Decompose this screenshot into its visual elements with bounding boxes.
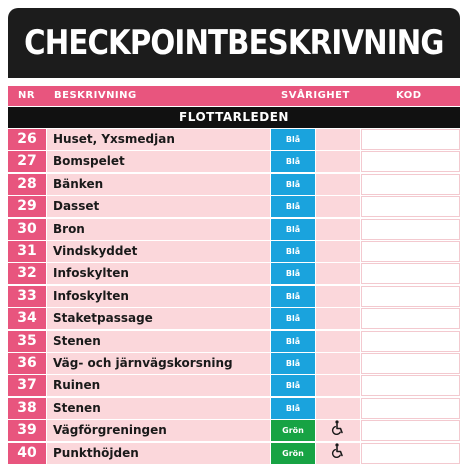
- accessibility-cell: [316, 219, 360, 240]
- checkpoint-row: [8, 331, 460, 352]
- checkpoint-description: Vägförgreningen: [47, 420, 270, 441]
- accessibility-cell: [316, 151, 360, 172]
- difficulty-badge: Blå: [271, 151, 315, 172]
- checkpoint-description: Bomspelet: [47, 151, 270, 172]
- checkpoint-description: Vindskyddet: [47, 241, 270, 262]
- difficulty-badge: Blå: [271, 219, 315, 240]
- column-header-nr: NR: [18, 90, 36, 101]
- accessibility-cell: [316, 241, 360, 262]
- checkpoint-number: 37: [8, 375, 46, 396]
- code-field[interactable]: [361, 353, 460, 374]
- accessibility-cell: [316, 398, 360, 419]
- column-header-row: [8, 86, 460, 106]
- checkpoint-row: [8, 196, 460, 217]
- difficulty-badge: Blå: [271, 263, 315, 284]
- difficulty-badge: Grön: [271, 420, 315, 441]
- code-field[interactable]: [361, 375, 460, 396]
- checkpoint-row: [8, 286, 460, 307]
- checkpoint-row: [8, 420, 460, 441]
- accessibility-cell: [316, 420, 360, 441]
- checkpoint-description: Punkthöjden: [47, 443, 270, 464]
- code-field[interactable]: [361, 263, 460, 284]
- difficulty-badge: Blå: [271, 331, 315, 352]
- checkpoint-row: [8, 308, 460, 329]
- code-field[interactable]: [361, 219, 460, 240]
- checkpoint-number: 31: [8, 241, 46, 262]
- checkpoint-number: 36: [8, 353, 46, 374]
- checkpoint-description: Infoskylten: [47, 263, 270, 284]
- difficulty-badge: Blå: [271, 353, 315, 374]
- accessibility-cell: [316, 174, 360, 195]
- checkpoint-row: [8, 174, 460, 195]
- accessibility-cell: [316, 308, 360, 329]
- checkpoint-row: [8, 375, 460, 396]
- accessibility-cell: [316, 196, 360, 217]
- accessibility-cell: [316, 353, 360, 374]
- checkpoint-number: 40: [8, 443, 46, 464]
- difficulty-badge: Blå: [271, 241, 315, 262]
- accessibility-cell: [316, 443, 360, 464]
- checkpoint-row: [8, 443, 460, 464]
- difficulty-badge: Blå: [271, 286, 315, 307]
- code-field[interactable]: [361, 196, 460, 217]
- difficulty-badge: Blå: [271, 174, 315, 195]
- column-header-svarighet: SVÅRIGHET: [281, 90, 350, 101]
- checkpoint-row: [8, 353, 460, 374]
- checkpoint-number: 28: [8, 174, 46, 195]
- checkpoint-card: [8, 8, 460, 462]
- accessibility-cell: [316, 129, 360, 150]
- accessibility-cell: [316, 263, 360, 284]
- checkpoint-row: [8, 263, 460, 284]
- code-field[interactable]: [361, 286, 460, 307]
- checkpoint-number: 38: [8, 398, 46, 419]
- checkpoint-number: 30: [8, 219, 46, 240]
- wheelchair-icon: [331, 443, 345, 465]
- code-field[interactable]: [361, 129, 460, 150]
- column-header-kod: KOD: [396, 90, 422, 101]
- checkpoint-row: [8, 219, 460, 240]
- checkpoint-description: Bänken: [47, 174, 270, 195]
- code-field[interactable]: [361, 308, 460, 329]
- checkpoint-row: [8, 241, 460, 262]
- difficulty-badge: Grön: [271, 443, 315, 464]
- difficulty-badge: Blå: [271, 375, 315, 396]
- wheelchair-icon: [331, 420, 345, 442]
- code-field[interactable]: [361, 331, 460, 352]
- checkpoint-description: Dasset: [47, 196, 270, 217]
- checkpoint-number: 34: [8, 308, 46, 329]
- checkpoint-description: Bron: [47, 219, 270, 240]
- column-header-beskrivning: BESKRIVNING: [54, 90, 137, 101]
- checkpoint-number: 27: [8, 151, 46, 172]
- checkpoint-description: Stenen: [47, 331, 270, 352]
- accessibility-cell: [316, 286, 360, 307]
- accessibility-cell: [316, 331, 360, 352]
- checkpoint-description: Väg- och järnvägskorsning: [47, 353, 270, 374]
- difficulty-badge: Blå: [271, 308, 315, 329]
- section-header: FLOTTARLEDEN: [8, 107, 460, 128]
- checkpoint-number: 35: [8, 331, 46, 352]
- checkpoint-number: 29: [8, 196, 46, 217]
- checkpoint-row: [8, 151, 460, 172]
- accessibility-cell: [316, 375, 360, 396]
- checkpoint-number: 32: [8, 263, 46, 284]
- code-field[interactable]: [361, 443, 460, 464]
- checkpoint-description: Ruinen: [47, 375, 270, 396]
- checkpoint-row: [8, 129, 460, 150]
- checkpoint-description: Huset, Yxsmedjan: [47, 129, 270, 150]
- page-title: [8, 8, 460, 78]
- code-field[interactable]: [361, 241, 460, 262]
- checkpoint-description: Stenen: [47, 398, 270, 419]
- checkpoint-description: Staketpassage: [47, 308, 270, 329]
- difficulty-badge: Blå: [271, 196, 315, 217]
- checkpoint-number: 39: [8, 420, 46, 441]
- difficulty-badge: Blå: [271, 398, 315, 419]
- checkpoint-number: 33: [8, 286, 46, 307]
- difficulty-badge: Blå: [271, 129, 315, 150]
- page-title-text: CHECKPOINTBESKRIVNING: [24, 23, 444, 63]
- code-field[interactable]: [361, 174, 460, 195]
- code-field[interactable]: [361, 420, 460, 441]
- checkpoint-description: Infoskylten: [47, 286, 270, 307]
- code-field[interactable]: [361, 398, 460, 419]
- code-field[interactable]: [361, 151, 460, 172]
- checkpoint-number: 26: [8, 129, 46, 150]
- checkpoint-row: [8, 398, 460, 419]
